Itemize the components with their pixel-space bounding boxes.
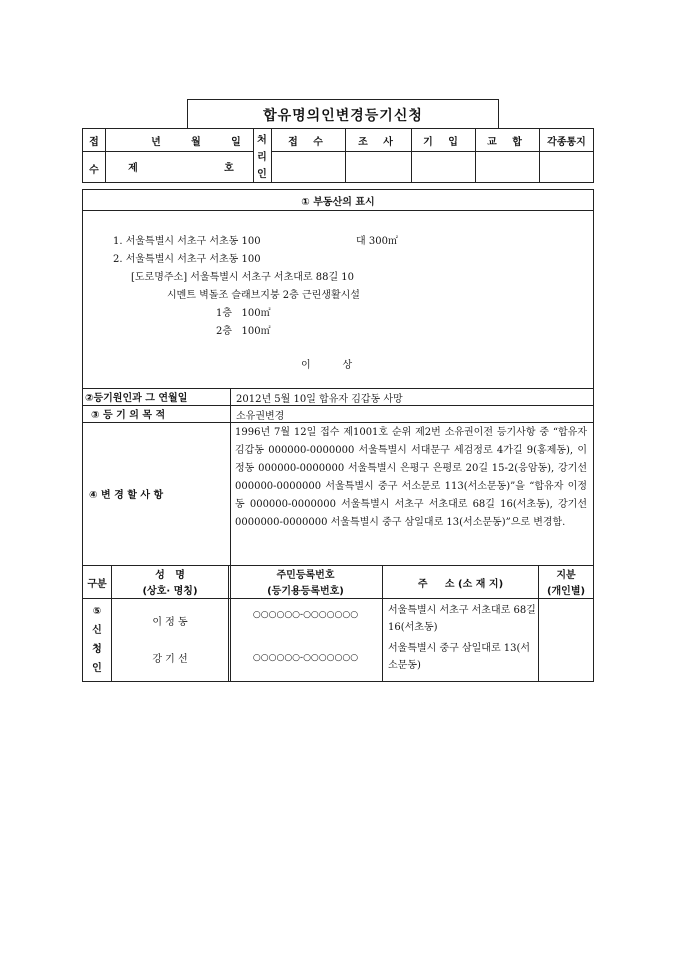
kind-char-2: 신 — [92, 624, 102, 636]
header-share-2: (개인별) — [546, 586, 586, 597]
title-box — [187, 99, 499, 129]
changes-text: 1996년 7월 12일 접수 제1001호 순위 제2번 소유권이전 등기사항 중 “합유자 김갑동 000000-0000000 서울특별시 서대문구 세검정로 4가길 9(홍제동), 이정동 000000-0000000 서울특별시 은평구 은평로 20길 15-2(응암동), 강기선 000000-0000000 서울특별시 중구 서소문로 113(서소문동)”을 “합유자 이정동 000000-0000000 서울특별시 서초구 서초대로 68길 16(서초동), 강기선 0000000-0000000 서울특별시 중구 삼일대로 13(서소문동)”으로 변경함. — [235, 427, 587, 528]
year-label: 년 — [151, 136, 161, 148]
property-line-2: 2. 서울특별시 서초구 서초동 100 — [113, 254, 261, 265]
applicant-address: 서울특별시 서초구 서초대로 68길 16(서초동) — [388, 605, 536, 633]
property-line-4: 시멘트 벽돌조 슬래브지붕 2층 근린생활시설 — [167, 290, 360, 301]
changes-label: ④ 변 경 할 사 항 — [89, 489, 164, 501]
header-address: 주 소 (소 재 지) — [417, 578, 504, 590]
header-share-1: 지분 — [556, 570, 576, 581]
applicant-name: 이 정 동 — [152, 617, 188, 628]
property-line-5: 1층 100㎡ — [216, 308, 271, 319]
col-reception: 접 수 — [288, 136, 329, 148]
col-collation: 교 합 — [487, 136, 528, 148]
kind-char-3: 청 — [92, 643, 102, 655]
number-suffix: 호 — [224, 162, 234, 174]
applicant-name: 강 기 선 — [152, 654, 188, 665]
reception-label-1: 접 — [89, 136, 99, 148]
day-label: 일 — [231, 136, 241, 148]
cause-label: ②등기원인과 그 연월일 — [85, 392, 188, 404]
purpose-label: ③ 등 기 의 목 적 — [91, 409, 166, 421]
property-line-6: 2층 100㎡ — [216, 326, 271, 337]
processing-char-3: 인 — [257, 168, 267, 180]
reception-table — [82, 128, 594, 183]
property-end-mark: 이 상 — [301, 360, 353, 371]
month-label: 월 — [191, 136, 201, 148]
reception-label-2: 수 — [89, 164, 99, 176]
property-line-1: 1. 서울특별시 서초구 서초동 100 — [113, 236, 261, 247]
applicant-id: ○○○○○○-○○○○○○○ — [252, 653, 359, 663]
header-id-1: 주민등록번호 — [276, 570, 335, 581]
header-name-1: 성 명 — [155, 570, 185, 581]
kind-char-4: 인 — [92, 662, 102, 674]
property-line-3: [도로명주소] 서울특별시 서초구 서초대로 88길 10 — [131, 272, 355, 283]
processing-char-1: 처 — [257, 134, 267, 146]
col-notices: 각종통지 — [547, 136, 586, 148]
applicant-id: ○○○○○○-○○○○○○○ — [252, 610, 359, 620]
applicant-address: 서울특별시 중구 삼일대로 13(서소문동) — [388, 643, 531, 671]
col-inspection: 조 사 — [358, 136, 399, 148]
number-prefix: 제 — [128, 162, 138, 174]
processing-char-2: 리 — [257, 151, 267, 163]
property-section-title: ① 부동산의 표시 — [83, 190, 593, 211]
header-kind: 구분 — [87, 578, 107, 590]
cause-value: 2012년 5월 10일 합유자 김갑동 사망 — [236, 394, 403, 405]
property-line-1-land: 대 300㎡ — [356, 236, 398, 247]
kind-char-1: ⑤ — [92, 605, 102, 617]
col-entry: 기 입 — [423, 136, 464, 148]
purpose-value: 소유권변경 — [236, 411, 285, 422]
main-form — [82, 189, 594, 682]
document-title: 합유명의인변경등기신청 — [263, 107, 423, 124]
header-name-2: (상호· 명칭) — [142, 586, 198, 597]
header-id-2: (등기용등록번호) — [267, 586, 344, 597]
